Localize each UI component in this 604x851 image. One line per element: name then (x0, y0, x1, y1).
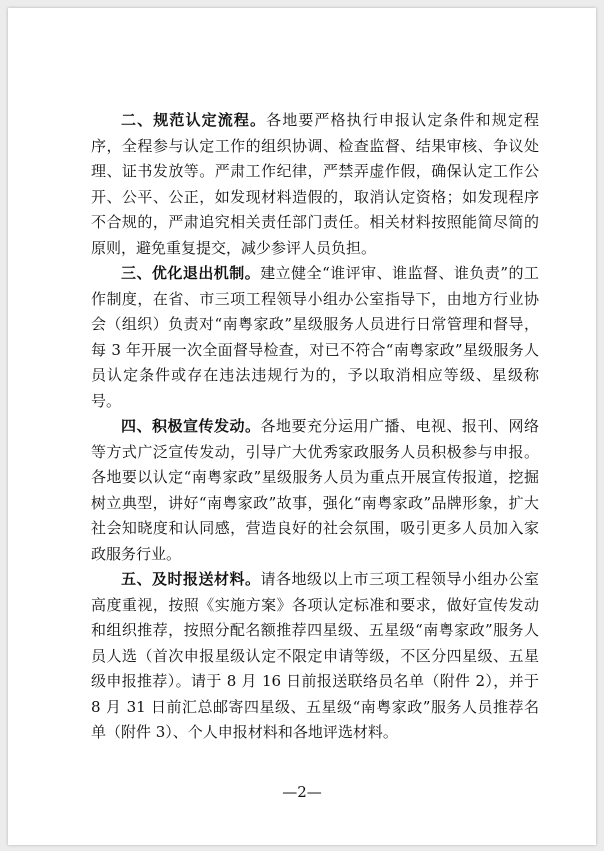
section-exit-mechanism (91, 261, 539, 414)
section-submit-materials (91, 567, 539, 746)
section-heading: 四、积极宣传发动。 (121, 417, 261, 435)
section-heading: 三、优化退出机制。 (121, 264, 261, 282)
page-number: —2— (282, 783, 322, 801)
section-publicity (91, 414, 539, 567)
document-body (91, 108, 539, 746)
section-heading: 五、及时报送材料。 (121, 570, 261, 588)
section-heading: 二、规范认定流程。 (121, 111, 267, 129)
section-body: 建立健全“谁评审、谁监督、谁负责”的工作制度，在省、市三项工程领导小组办公室指导下，由地方行业协会（组织）负责对“南粤家政”星级服务人员进行日常管理和督导，每 3 年开展一次全面督导检查，对已不符合“南粤家政”星级服务人员认定条件或存在违法违规行为的，予以取消相应等级、星级称号。 (91, 264, 539, 410)
document-page (8, 8, 596, 845)
section-body: 各地要严格执行申报认定条件和规定程序，全程参与认定工作的组织协调、检查监督、结果审核、争议处理、证书发放等。严肃工作纪律，严禁弄虚作假，确保认定工作公开、公平、公正，如发现材料造假的，取消认定资格；如发现程序不合规的，严肃追究相关责任部门责任。相关材料按照能简尽简的原则，避免重复提交，减少参评人员负担。 (91, 111, 539, 257)
section-body: 各地要充分运用广播、电视、报刊、网络等方式广泛宣传发动，引导广大优秀家政服务人员积极参与申报。各地要以认定“南粤家政”星级服务人员为重点开展宣传报道，挖掘树立典型，讲好“南粤家政”故事，强化“南粤家政”品牌形象，扩大社会知晓度和认同感，营造良好的社会氛围，吸引更多人员加入家政服务行业。 (91, 417, 539, 563)
section-body: 请各地级以上市三项工程领导小组办公室高度重视，按照《实施方案》各项认定标准和要求，做好宣传发动和组织推荐，按照分配名额推荐四星级、五星级“南粤家政”服务人员人选（首次申报星级认定不限定申请等级，不区分四星级、五星级申报推荐）。请于 8 月 16 日前报送联络员名单（附件 2），并于 8 月 31 日前汇总邮寄四星级、五星级“南粤家政”服务人员推荐名单（附件 3）、个人申报材料和各地评选材料。 (91, 570, 539, 741)
section-regulate-procedure (91, 108, 539, 261)
